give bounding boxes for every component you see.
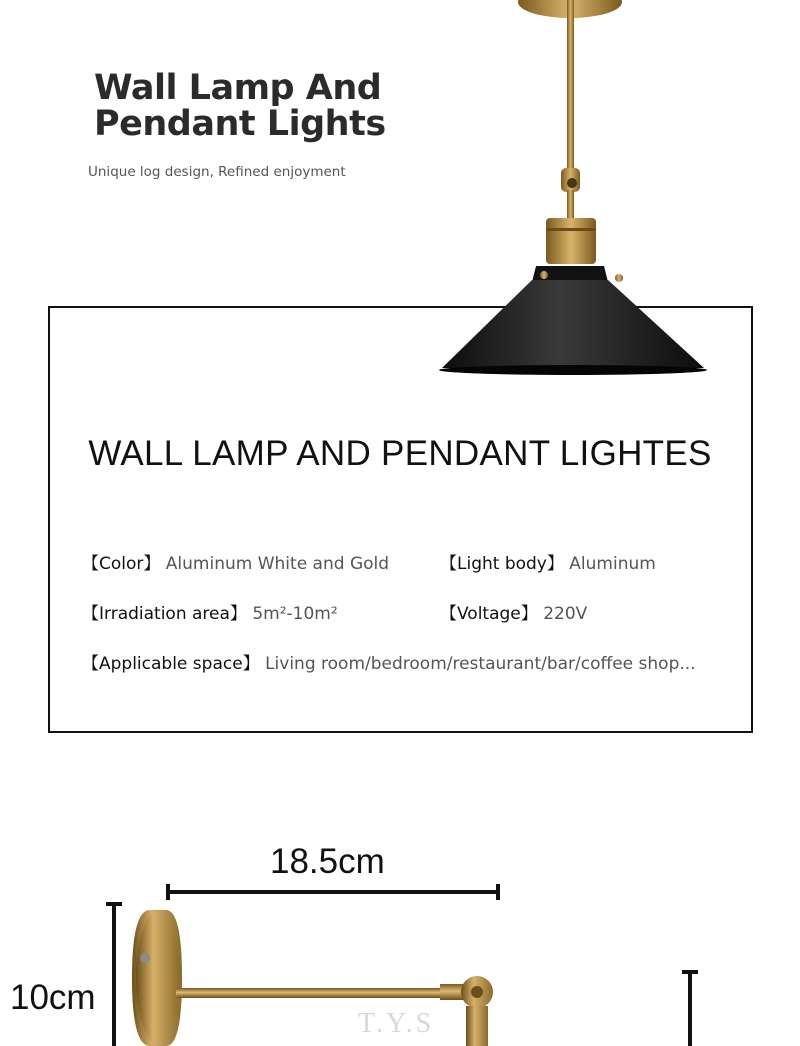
spec-voltage-value: 220V xyxy=(543,604,588,624)
spec-light-body-value: Aluminum xyxy=(569,554,656,574)
spec-applicable-space-value: Living room/bedroom/restaurant/bar/coffee shop... xyxy=(265,654,696,674)
spec-light-body xyxy=(440,549,656,574)
lamp-arm xyxy=(176,988,466,998)
dimension-height-label: 10cm xyxy=(10,978,96,1017)
hero-title xyxy=(94,70,394,142)
hero-subtitle: Unique log design, Refined enjoyment xyxy=(88,164,346,180)
pendant-rod xyxy=(567,0,574,170)
lamp-socket xyxy=(546,218,596,264)
spec-irradiation-area-value: 5m²-10m² xyxy=(252,604,338,624)
spec-light-body-label: 【Light body】 xyxy=(440,554,564,574)
hero-title-line-2: Pendant Lights xyxy=(94,104,386,144)
hero-title-line-1: Wall Lamp And xyxy=(94,68,382,108)
spec-irradiation-area-label: 【Irradiation area】 xyxy=(82,604,247,624)
spec-applicable-space-label: 【Applicable space】 xyxy=(82,654,260,674)
spec-irradiation-area xyxy=(82,599,338,624)
spec-voltage xyxy=(440,599,587,624)
dimension-width-label: 18.5cm xyxy=(270,842,385,881)
right-dimension-line xyxy=(682,970,698,1046)
spec-color-value: Aluminum White and Gold xyxy=(165,554,390,574)
width-dimension-line xyxy=(166,884,500,900)
spec-heading: WALL LAMP AND PENDANT LIGHTES xyxy=(88,434,712,473)
spec-applicable-space xyxy=(82,649,696,674)
spec-color xyxy=(82,549,389,574)
watermark: T.Y.S xyxy=(358,1008,435,1039)
spec-color-label: 【Color】 xyxy=(82,554,161,574)
height-dimension-line xyxy=(106,902,122,1046)
lamp-shade xyxy=(442,280,704,368)
pendant-lamp-image xyxy=(436,0,716,380)
spec-voltage-label: 【Voltage】 xyxy=(440,604,538,624)
arm-joint xyxy=(440,976,493,1046)
